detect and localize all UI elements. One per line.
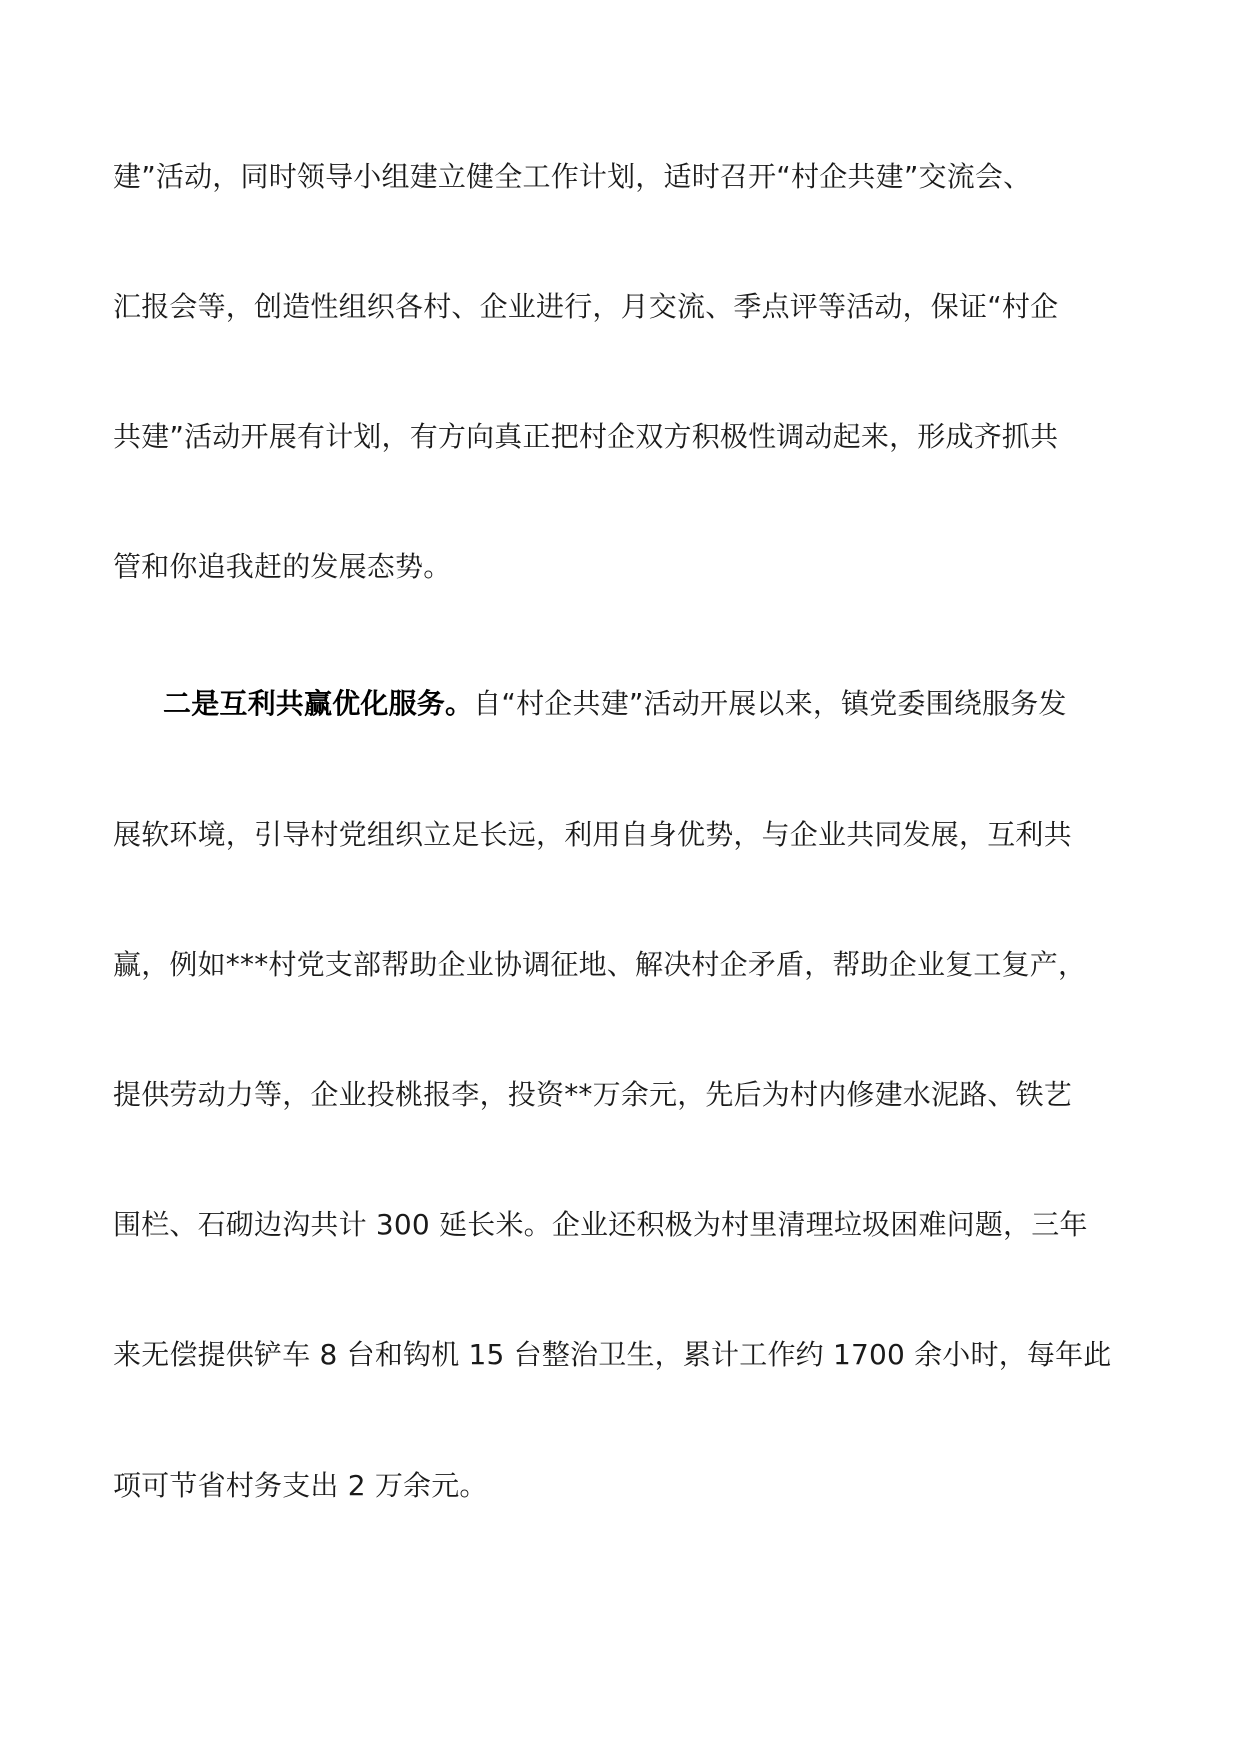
paragraph-heading: 二是互利共赢优化服务。 — [163, 687, 474, 720]
paragraph-line: 展软环境，引导村党组织立足长远，利用自身优势，与企业共同发展，互利共 — [113, 818, 1072, 851]
paragraph-line: 项可节省村务支出 2 万余元。 — [113, 1469, 488, 1502]
paragraph-line: 围栏、石砌边沟共计 300 延长米。企业还积极为村里清理垃圾困难问题，三年 — [113, 1208, 1088, 1241]
paragraph-line: 来无偿提供铲车 8 台和钩机 15 台整治卫生，累计工作约 1700 余小时，每年此 — [113, 1338, 1112, 1371]
paragraph-line: 赢，例如***村党支部帮助企业协调征地、解决村企矛盾，帮助企业复工复产， — [113, 948, 1087, 981]
paragraph-line: 管和你追我赶的发展态势。 — [113, 550, 452, 583]
paragraph-line: 共建”活动开展有计划，有方向真正把村企双方积极性调动起来，形成齐抓共 — [113, 420, 1059, 453]
paragraph-first-line — [163, 684, 1183, 724]
paragraph-line: 汇报会等，创造性组织各村、企业进行，月交流、季点评等活动，保证“村企 — [113, 290, 1059, 323]
paragraph-line: 建”活动，同时领导小组建立健全工作计划，适时召开“村企共建”交流会、 — [113, 160, 1032, 193]
paragraph-line: 提供劳动力等，企业投桃报李，投资**万余元，先后为村内修建水泥路、铁艺 — [113, 1078, 1073, 1111]
paragraph-line-text: 自“村企共建”活动开展以来，镇党委围绕服务发 — [473, 687, 1067, 720]
